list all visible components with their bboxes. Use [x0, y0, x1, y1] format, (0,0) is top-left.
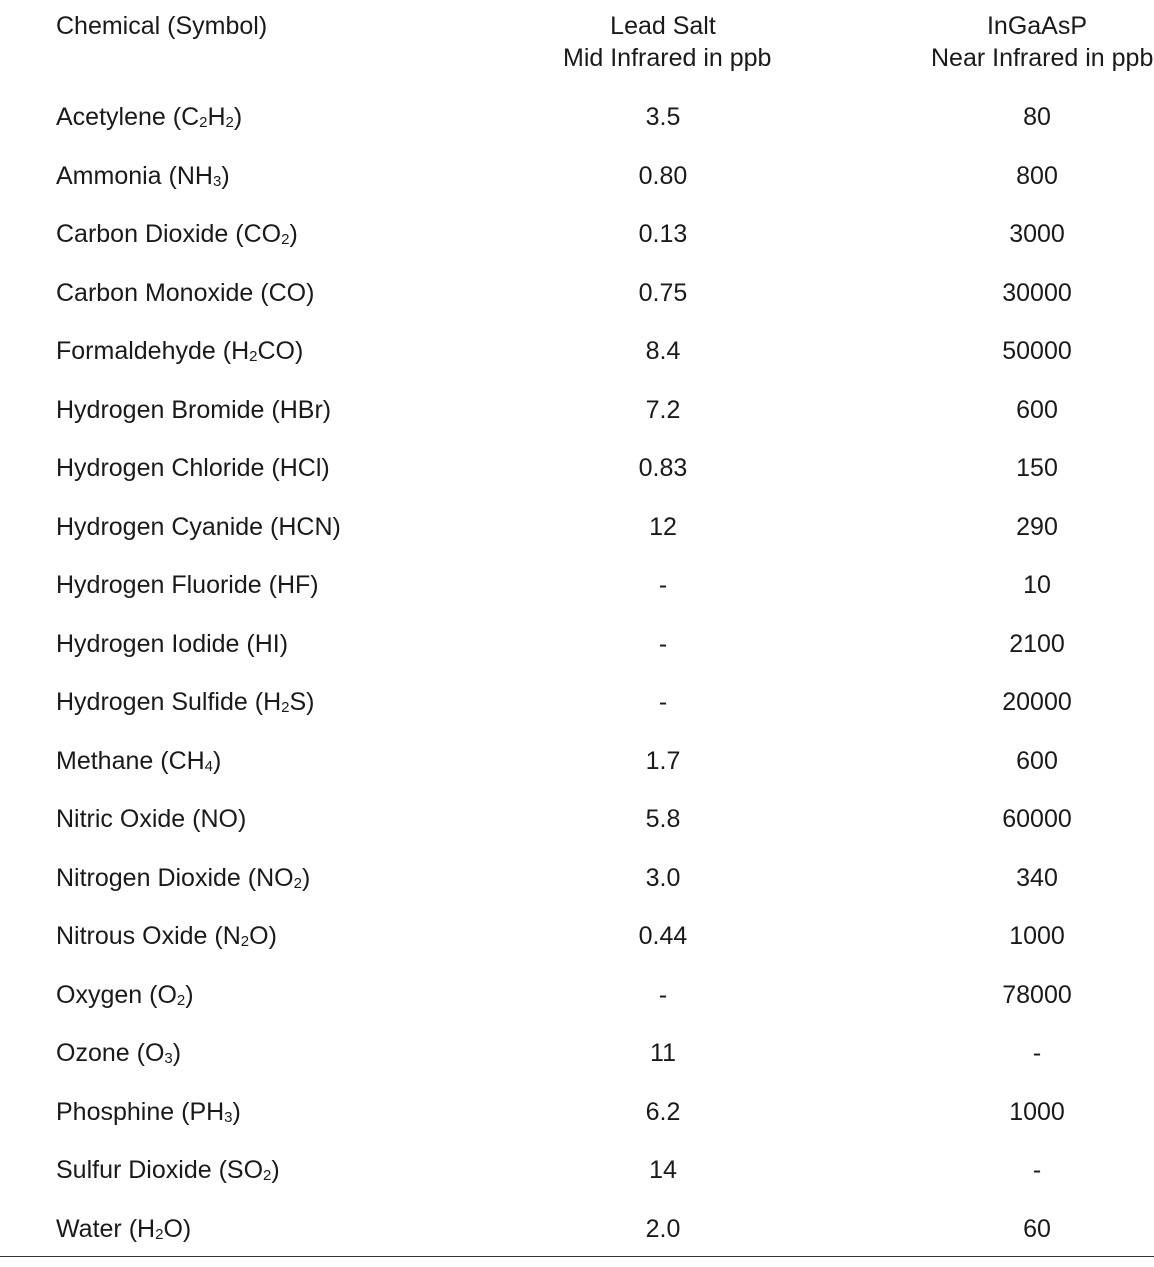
lead-salt-value: 7.2	[563, 390, 763, 430]
ingaasp-value: -	[937, 1033, 1137, 1073]
lead-salt-value: 8.4	[563, 331, 763, 371]
chemical-name: Phosphine (	[56, 1098, 189, 1126]
formula-subscript: 2	[241, 933, 249, 950]
formula-subscript: 2	[199, 114, 207, 131]
chemical-cell	[56, 331, 303, 375]
chemical-close-paren: )	[295, 337, 303, 365]
chemical-name: Hydrogen Fluoride (	[56, 571, 277, 599]
table-row	[0, 1033, 1154, 1092]
formula-text: CH	[169, 747, 205, 775]
formula-text: C	[181, 103, 199, 131]
ingaasp-value: -	[937, 1150, 1137, 1190]
ingaasp-value: 2100	[937, 624, 1137, 664]
formula-text: H	[263, 688, 281, 716]
header-ingaasp-line2: Near Infrared in ppb	[931, 42, 1143, 74]
chemical-name: Hydrogen Chloride (	[56, 454, 280, 482]
header-lead-salt	[563, 10, 763, 74]
chemical-close-paren: )	[213, 747, 221, 775]
ingaasp-value: 290	[937, 507, 1137, 547]
ingaasp-value: 60000	[937, 799, 1137, 839]
formula-subscript: 3	[224, 1109, 232, 1126]
formula-subscript: 2	[249, 348, 257, 365]
chemical-close-paren: )	[323, 396, 331, 424]
chemical-cell	[56, 156, 230, 200]
chemical-close-paren: )	[306, 279, 314, 307]
chemical-close-paren: )	[321, 454, 329, 482]
chemical-cell	[56, 741, 221, 785]
chemical-close-paren: )	[269, 922, 277, 950]
formula-text: O	[249, 922, 268, 950]
chemical-close-paren: )	[280, 630, 288, 658]
chemical-name: Oxygen (	[56, 981, 157, 1009]
formula-text: S	[289, 688, 306, 716]
ingaasp-value: 10	[937, 565, 1137, 605]
lead-salt-value: 0.83	[563, 448, 763, 488]
chemical-close-paren: )	[271, 1156, 279, 1184]
chemical-name: Water (	[56, 1215, 137, 1243]
formula-subscript: 3	[213, 173, 221, 190]
lead-salt-value: 12	[563, 507, 763, 547]
header-lead-salt-line1: Lead Salt	[563, 10, 763, 42]
chemical-name: Carbon Dioxide (	[56, 220, 244, 248]
chemical-cell	[56, 682, 314, 726]
lead-salt-value: -	[563, 975, 763, 1015]
chemical-cell	[56, 975, 194, 1019]
chemical-cell	[56, 97, 242, 141]
chemical-cell	[56, 507, 341, 547]
ingaasp-value: 600	[937, 741, 1137, 781]
formula-text: H	[231, 337, 249, 365]
chemical-name: Carbon Monoxide (	[56, 279, 269, 307]
lead-salt-value: 0.13	[563, 214, 763, 254]
chemical-cell	[56, 916, 277, 960]
chemical-name: Formaldehyde (	[56, 337, 231, 365]
formula-text: O	[145, 1039, 164, 1067]
bottom-rule	[0, 1256, 1154, 1257]
table-row	[0, 214, 1154, 273]
chemical-cell	[56, 1033, 181, 1077]
formula-subscript: 2	[281, 699, 289, 716]
header-chemical: Chemical (Symbol)	[56, 10, 267, 42]
table-row	[0, 565, 1154, 624]
chemical-close-paren: )	[306, 688, 314, 716]
table-row	[0, 975, 1154, 1034]
formula-text: H	[137, 1215, 155, 1243]
chemical-cell	[56, 1150, 280, 1194]
chemical-name: Acetylene (	[56, 103, 181, 131]
formula-subscript: 2	[177, 992, 185, 1009]
chemical-close-paren: )	[233, 1098, 241, 1126]
table-row	[0, 1209, 1154, 1267]
formula-text: NO	[200, 805, 238, 833]
formula-text: CO	[257, 337, 295, 365]
chemical-name: Hydrogen Sulfide (	[56, 688, 263, 716]
chemical-cell	[56, 273, 314, 313]
chemical-name: Nitrogen Dioxide (	[56, 864, 256, 892]
table-header	[0, 10, 1154, 80]
formula-text: O	[163, 1215, 182, 1243]
formula-text: NO	[256, 864, 294, 892]
table-row	[0, 1092, 1154, 1151]
lead-salt-value: 0.80	[563, 156, 763, 196]
table-row	[0, 858, 1154, 917]
chemical-cell	[56, 214, 298, 258]
lead-salt-value: 3.5	[563, 97, 763, 137]
chemical-close-paren: )	[183, 1215, 191, 1243]
chemical-name: Hydrogen Iodide (	[56, 630, 255, 658]
chemical-name: Nitric Oxide (	[56, 805, 200, 833]
chemical-name: Hydrogen Cyanide (	[56, 513, 278, 541]
chemical-cell	[56, 858, 310, 902]
chemical-close-paren: )	[238, 805, 246, 833]
table-body	[0, 97, 1154, 1267]
table-row	[0, 507, 1154, 566]
formula-text: HF	[277, 571, 310, 599]
ingaasp-value: 60	[937, 1209, 1137, 1249]
formula-text: CO	[269, 279, 307, 307]
formula-subscript: 2	[281, 231, 289, 248]
table-row	[0, 331, 1154, 390]
chemical-cell	[56, 624, 288, 664]
table-row	[0, 916, 1154, 975]
lead-salt-value: 0.75	[563, 273, 763, 313]
formula-text: SO	[227, 1156, 263, 1184]
chemical-name: Ammonia (	[56, 162, 177, 190]
lead-salt-value: 14	[563, 1150, 763, 1190]
ingaasp-value: 50000	[937, 331, 1137, 371]
chemical-close-paren: )	[185, 981, 193, 1009]
header-lead-salt-line2: Mid Infrared in ppb	[563, 42, 763, 74]
chemical-close-paren: )	[333, 513, 341, 541]
chemical-name: Ozone (	[56, 1039, 145, 1067]
lead-salt-value: -	[563, 682, 763, 722]
chemical-cell	[56, 565, 319, 605]
chemical-close-paren: )	[310, 571, 318, 599]
ingaasp-value: 150	[937, 448, 1137, 488]
chemical-name: Sulfur Dioxide (	[56, 1156, 227, 1184]
ingaasp-value: 1000	[937, 916, 1137, 956]
chemical-close-paren: )	[221, 162, 229, 190]
lead-salt-value: 5.8	[563, 799, 763, 839]
lead-salt-value: -	[563, 565, 763, 605]
formula-text: HCl	[280, 454, 322, 482]
ingaasp-value: 20000	[937, 682, 1137, 722]
formula-subscript: 2	[263, 1167, 271, 1184]
formula-subscript: 3	[164, 1050, 172, 1067]
formula-text: H	[207, 103, 225, 131]
ingaasp-value: 78000	[937, 975, 1137, 1015]
chemical-cell	[56, 390, 331, 430]
formula-subscript: 2	[226, 114, 234, 131]
formula-subscript: 2	[294, 875, 302, 892]
formula-subscript: 2	[155, 1226, 163, 1243]
lead-salt-value: -	[563, 624, 763, 664]
table-row	[0, 799, 1154, 858]
table-row	[0, 624, 1154, 683]
table-row	[0, 390, 1154, 449]
chemical-close-paren: )	[173, 1039, 181, 1067]
table-row	[0, 448, 1154, 507]
formula-text: HI	[255, 630, 280, 658]
table-row	[0, 156, 1154, 215]
formula-text: CO	[244, 220, 282, 248]
ingaasp-value: 80	[937, 97, 1137, 137]
table-row	[0, 741, 1154, 800]
header-ingaasp-line1: InGaAsP	[931, 10, 1143, 42]
lead-salt-value: 11	[563, 1033, 763, 1073]
lead-salt-value: 1.7	[563, 741, 763, 781]
formula-text: HCN	[278, 513, 332, 541]
ingaasp-value: 3000	[937, 214, 1137, 254]
ingaasp-value: 600	[937, 390, 1137, 430]
lead-salt-value: 3.0	[563, 858, 763, 898]
lead-salt-value: 2.0	[563, 1209, 763, 1249]
formula-text: HBr	[280, 396, 323, 424]
lead-salt-value: 0.44	[563, 916, 763, 956]
chemical-close-paren: )	[302, 864, 310, 892]
chemical-close-paren: )	[234, 103, 242, 131]
header-ingaasp	[931, 10, 1143, 74]
ingaasp-value: 800	[937, 156, 1137, 196]
formula-subscript: 4	[205, 758, 213, 775]
formula-text: O	[157, 981, 176, 1009]
chemical-close-paren: )	[289, 220, 297, 248]
formula-text: PH	[189, 1098, 224, 1126]
chemical-cell	[56, 448, 330, 488]
chemical-cell	[56, 799, 246, 839]
chemical-name: Hydrogen Bromide (	[56, 396, 280, 424]
chemical-name: Methane (	[56, 747, 169, 775]
chemical-cell	[56, 1209, 191, 1253]
ingaasp-value: 30000	[937, 273, 1137, 313]
table-row	[0, 682, 1154, 741]
chemical-name: Nitrous Oxide (	[56, 922, 223, 950]
formula-text: NH	[177, 162, 213, 190]
table-row	[0, 97, 1154, 156]
ingaasp-value: 1000	[937, 1092, 1137, 1132]
chemical-cell	[56, 1092, 241, 1136]
ingaasp-value: 340	[937, 858, 1137, 898]
formula-text: N	[223, 922, 241, 950]
lead-salt-value: 6.2	[563, 1092, 763, 1132]
table-row	[0, 273, 1154, 332]
table-row	[0, 1150, 1154, 1209]
